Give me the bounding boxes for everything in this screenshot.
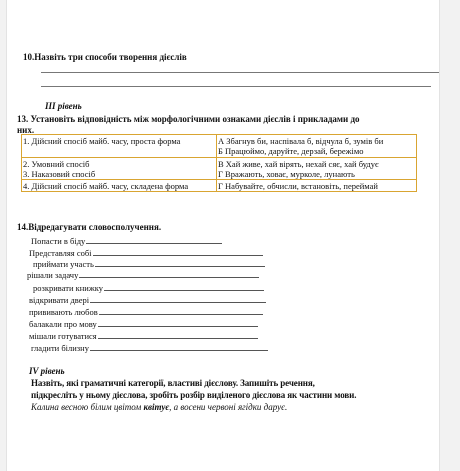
table-row xyxy=(22,180,417,192)
sentence-end: , а восени червоні ягідки дарує. xyxy=(169,402,288,412)
level-4-sentence xyxy=(31,402,287,412)
answer-blank xyxy=(98,330,258,339)
answer-blank xyxy=(104,282,264,291)
table-cell-right: В Хай живе, хай вірять, нехай сяє, хай будує Г Вражають, ховає, мурколе, лунають xyxy=(217,157,417,180)
table-cell-right: Г Набувайте, обчисли, встановіть, переймай xyxy=(217,180,417,192)
list-item xyxy=(27,269,259,280)
table-row xyxy=(22,135,417,158)
table-row xyxy=(22,157,417,180)
phrase-text: балакали про мову xyxy=(29,319,97,329)
answer-blank xyxy=(95,258,265,267)
answer-blank xyxy=(86,235,222,244)
list-item xyxy=(31,235,222,246)
level-4-heading: IV рівень xyxy=(29,366,65,376)
question-13-line-1: 13. Установіть відповідність між морфологічними ознаками дієслів і прикладами до xyxy=(17,114,360,124)
phrase-text: мішали готуватися xyxy=(29,331,97,341)
answer-blank xyxy=(79,269,259,278)
table-cell-right: А Збагнув би, наспівала б, відчула б, зумів би Б Працюймо, даруйте, дерзай, бережімо xyxy=(217,135,417,158)
list-item xyxy=(33,258,265,269)
highlighted-verb: квітує xyxy=(143,402,170,412)
phrase-text: відкривати двері xyxy=(29,295,90,305)
list-item xyxy=(29,318,258,329)
question-14-title: 14.Відредагувати словосполучення. xyxy=(17,222,162,232)
phrase-text: Представляя собі xyxy=(29,248,92,258)
list-item xyxy=(29,330,258,341)
list-item xyxy=(29,306,263,317)
question-10-title: 10.Назвіть три способи творення дієслів xyxy=(23,52,187,62)
list-item xyxy=(29,294,266,305)
answer-blank xyxy=(99,306,263,315)
list-item xyxy=(29,247,263,258)
answer-line-1 xyxy=(41,72,439,73)
sentence-start: Калина весною білим цвітом xyxy=(31,402,144,412)
worksheet-page xyxy=(6,0,440,471)
list-item xyxy=(31,342,268,353)
table-cell-left: 4. Дійсний спосіб майб. часу, складена форма xyxy=(22,180,217,192)
table-cell-left: 1. Дійсний спосіб майб. часу, проста форма xyxy=(22,135,217,158)
list-item xyxy=(33,282,264,293)
phrase-text: гладити білизну xyxy=(31,343,89,353)
answer-blank xyxy=(90,342,268,351)
level-4-task-line-1: Назвіть, які граматичні категорії, властиві дієслову. Запишіть речення, xyxy=(31,378,315,388)
level-4-task-line-2: підкресліть у ньому дієслова, зробіть розбір виділеного дієслова як частини мови. xyxy=(31,390,357,400)
phrase-text: приймати участь xyxy=(33,259,94,269)
answer-blank xyxy=(90,294,266,303)
question-13-line-2: них. xyxy=(17,125,35,135)
matching-table xyxy=(21,134,417,192)
answer-blank xyxy=(98,318,258,327)
answer-line-2 xyxy=(41,86,431,87)
phrase-text: розкривати книжку xyxy=(33,283,103,293)
table-cell-left: 2. Умовний спосіб 3. Наказовий спосіб xyxy=(22,157,217,180)
phrase-text: прививають любов xyxy=(29,307,98,317)
phrase-text: Попасти в біду xyxy=(31,236,86,246)
answer-blank xyxy=(93,247,263,256)
phrase-text: рішали задачу xyxy=(27,270,79,280)
level-3-heading: ІІІ рівень xyxy=(45,101,82,111)
